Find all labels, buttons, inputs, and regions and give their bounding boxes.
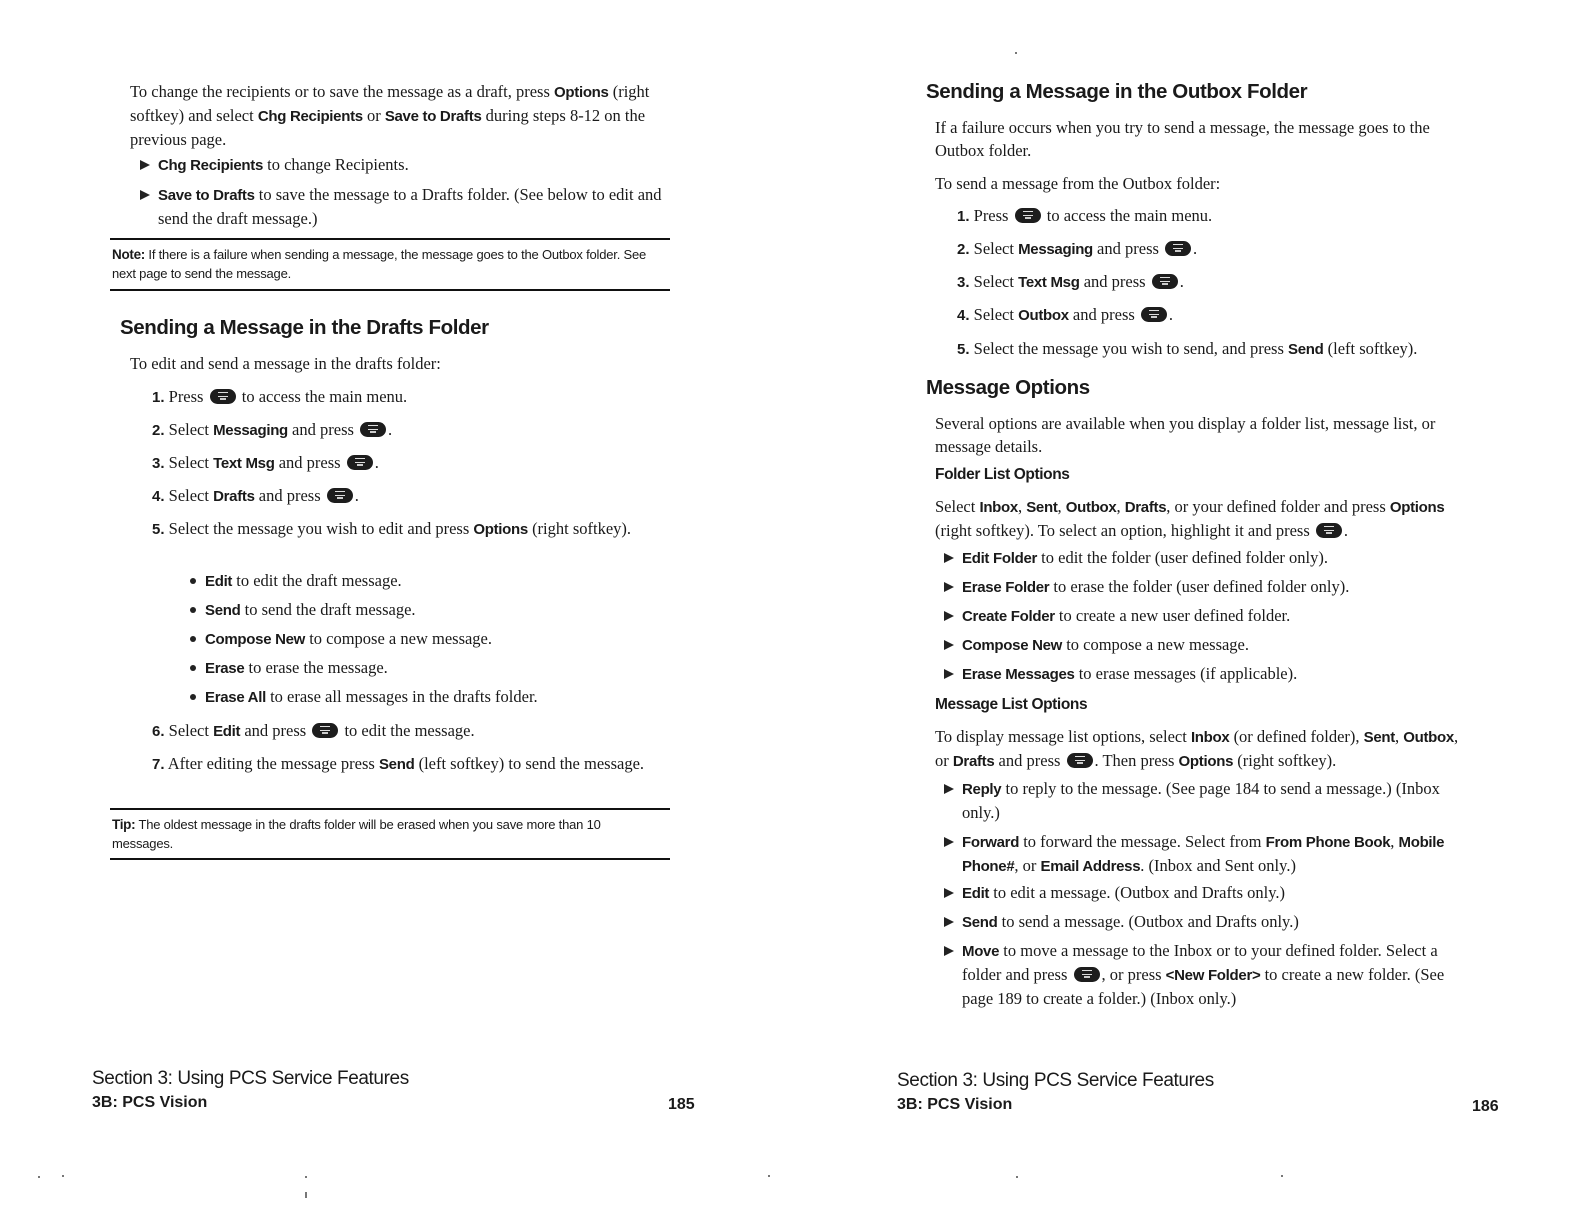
triangle-bullet-icon xyxy=(944,553,954,563)
step-text: . xyxy=(388,420,393,439)
note-box xyxy=(112,245,657,283)
triangle-bullet-icon xyxy=(944,582,954,592)
bullet-term: From Phone Book xyxy=(1265,834,1391,851)
triangle-bullet-icon xyxy=(944,837,954,847)
step-text: Select xyxy=(168,721,214,740)
note-top-rule xyxy=(110,238,670,240)
step-7 xyxy=(152,752,652,776)
para-text: , or your defined folder and press xyxy=(1166,497,1390,516)
lead-text: To send a message from the Outbox folder: xyxy=(935,174,1221,193)
save-to-drafts-term: Save to Drafts xyxy=(384,108,482,125)
outbox-term: Outbox xyxy=(1403,729,1454,746)
bullet-item xyxy=(962,881,1285,905)
section-heading: Sending a Message in the Drafts Folder xyxy=(120,316,489,339)
step-2 xyxy=(957,237,1197,261)
step-6 xyxy=(152,719,475,743)
intro-paragraph: If a failure occurs when you try to send a message, the message goes to the Outbox folder. xyxy=(935,118,1430,160)
bullet-item xyxy=(962,575,1349,599)
step-4 xyxy=(152,484,359,508)
step-number: 2. xyxy=(957,241,970,258)
step-term: Send xyxy=(1288,341,1324,358)
step-text: Press xyxy=(973,206,1013,225)
step-5 xyxy=(152,517,652,541)
menu-ok-key-icon xyxy=(1316,523,1342,538)
bullet-text: , or press xyxy=(1101,965,1166,984)
para-text: , xyxy=(1057,497,1066,516)
step-4 xyxy=(957,303,1173,327)
bullet-term: Reply xyxy=(962,781,1002,798)
sub-term: Send xyxy=(205,602,241,619)
step-1 xyxy=(957,204,1212,228)
step-text: (left softkey). xyxy=(1323,339,1418,358)
step-text: (right softkey). xyxy=(527,519,632,538)
step-text: (left softkey) to send the message. xyxy=(414,754,645,773)
dot-bullet-icon xyxy=(190,665,196,671)
bullet-item xyxy=(158,153,668,177)
sub-bullet-item xyxy=(205,598,416,622)
dot-bullet-icon xyxy=(190,578,196,584)
step-number: 7. xyxy=(152,756,165,773)
dot-bullet-icon xyxy=(190,636,196,642)
scan-speck xyxy=(1016,1176,1018,1178)
bullet-text: to erase messages (if applicable). xyxy=(1074,664,1298,683)
triangle-bullet-icon xyxy=(944,640,954,650)
step-text: Select xyxy=(973,305,1019,324)
triangle-bullet-icon xyxy=(944,611,954,621)
step-term: Drafts xyxy=(213,488,255,505)
triangle-bullet-icon xyxy=(944,784,954,794)
intro-text: during steps 8-12 on the previous page. xyxy=(130,106,646,149)
scan-speck xyxy=(768,1175,770,1177)
bullet-term: Create Folder xyxy=(962,608,1055,625)
bullet-item xyxy=(962,546,1328,570)
sub-term: Erase xyxy=(205,660,245,677)
step-text: to edit the message. xyxy=(340,721,475,740)
sub-text: to edit the draft message. xyxy=(232,571,402,590)
step-text: . xyxy=(1193,239,1198,258)
step-text: Select xyxy=(973,272,1019,291)
options-term: Options xyxy=(554,84,609,101)
step-term: Outbox xyxy=(1018,307,1069,324)
step-term: Text Msg xyxy=(213,455,275,472)
tip-text: The oldest message in the drafts folder will be erased when you save more than 10 messages. xyxy=(112,817,601,851)
step-number: 3. xyxy=(152,455,165,472)
triangle-bullet-icon xyxy=(140,190,150,200)
sub-bullet-item xyxy=(205,685,538,709)
bullet-item xyxy=(962,633,1249,657)
step-text: . xyxy=(354,486,359,505)
step-number: 6. xyxy=(152,723,165,740)
intro-text: (right softkey) and select xyxy=(130,82,650,125)
triangle-bullet-icon xyxy=(140,160,150,170)
bullet-term: Compose New xyxy=(962,637,1063,654)
options-term: Options xyxy=(1178,753,1234,770)
step-text: Select xyxy=(168,420,214,439)
folder-list-paragraph xyxy=(935,495,1480,542)
bullet-item xyxy=(962,939,1462,1010)
sub-text: to erase the message. xyxy=(244,658,388,677)
para-text: Select xyxy=(935,497,980,516)
step-text: Select xyxy=(168,486,214,505)
scan-speck xyxy=(305,1176,307,1178)
step-text: Select xyxy=(168,453,214,472)
menu-ok-key-icon xyxy=(1165,241,1191,256)
intro-paragraph xyxy=(130,80,670,151)
step-term: Edit xyxy=(213,723,241,740)
step-text: and press xyxy=(274,453,345,472)
step-number: 4. xyxy=(152,488,165,505)
note-bottom-rule xyxy=(110,289,670,291)
para-text: , xyxy=(1394,727,1404,746)
step-number: 4. xyxy=(957,307,970,324)
step-term: Send xyxy=(378,756,415,773)
menu-ok-key-icon xyxy=(1015,208,1041,223)
bullet-item xyxy=(158,183,673,230)
options-term: Options xyxy=(1389,499,1445,516)
para-text: , xyxy=(1017,497,1027,516)
step-text: Select the message you wish to send, and press xyxy=(973,339,1288,358)
sub-bullet-item xyxy=(205,627,492,651)
bullet-term: Erase Folder xyxy=(962,579,1050,596)
step-3 xyxy=(957,270,1184,294)
chg-recipients-term: Chg Recipients xyxy=(257,108,363,125)
subheading: Folder List Options xyxy=(935,466,1070,483)
bullet-text: to send a message. (Outbox and Drafts only.) xyxy=(997,912,1299,931)
step-text: to access the main menu. xyxy=(237,387,408,406)
step-term: Messaging xyxy=(213,422,288,439)
page-number: 186 xyxy=(1472,1098,1499,1115)
para-text: . Then press xyxy=(1094,751,1179,770)
sub-bullet-item xyxy=(205,656,388,680)
step-text: and press xyxy=(240,721,311,740)
step-1 xyxy=(152,385,407,409)
step-text: and press xyxy=(287,420,359,439)
bullet-text: to create a new user defined folder. xyxy=(1054,606,1291,625)
para-text: , or xyxy=(935,727,1459,770)
bullet-term: Forward xyxy=(962,834,1020,851)
step-text: and press xyxy=(1092,239,1164,258)
step-number: 2. xyxy=(152,422,165,439)
footer-section: Section 3: Using PCS Service Features xyxy=(92,1068,409,1089)
footer-subsection: 3B: PCS Vision xyxy=(92,1094,208,1111)
bullet-text: . (Inbox and Sent only.) xyxy=(1140,856,1296,875)
menu-ok-key-icon xyxy=(347,455,373,470)
tip-bottom-rule xyxy=(110,858,670,860)
section-heading: Message Options xyxy=(926,376,1090,399)
sub-term: Edit xyxy=(205,573,233,590)
intro-text: or xyxy=(362,106,385,125)
bullet-text: to move a message to the Inbox or to your defined folder. Select a folder and press xyxy=(962,941,1438,984)
bullet-text: to compose a new message. xyxy=(1062,635,1250,654)
sub-term: Compose New xyxy=(205,631,306,648)
tip-top-rule xyxy=(110,808,670,810)
bullet-item xyxy=(962,910,1299,934)
step-number: 5. xyxy=(957,341,970,358)
bullet-item xyxy=(962,604,1290,628)
bullet-term: Edit Folder xyxy=(962,550,1038,567)
scan-speck xyxy=(305,1192,307,1198)
scan-speck xyxy=(62,1175,64,1177)
step-term: Messaging xyxy=(1018,241,1093,258)
drafts-term: Drafts xyxy=(952,753,995,770)
bullet-text: to edit a message. (Outbox and Drafts only.) xyxy=(989,883,1285,902)
triangle-bullet-icon xyxy=(944,946,954,956)
inbox-term: Inbox xyxy=(979,499,1018,516)
bullet-term: Move xyxy=(962,943,1000,960)
menu-ok-key-icon xyxy=(1152,274,1178,289)
bullet-term: Edit xyxy=(962,885,990,902)
menu-ok-key-icon xyxy=(1074,967,1100,982)
step-text: Select xyxy=(973,239,1019,258)
sub-text: to erase all messages in the drafts folder. xyxy=(265,687,538,706)
sub-bullet-item xyxy=(205,569,402,593)
sub-term: Erase All xyxy=(205,689,266,706)
para-text: (or defined folder), xyxy=(1229,727,1364,746)
para-text: (right softkey). To select an option, highlight it and press xyxy=(935,521,1314,540)
page-number: 185 xyxy=(668,1096,695,1113)
section-heading: Sending a Message in the Outbox Folder xyxy=(926,80,1308,103)
menu-ok-key-icon xyxy=(312,723,338,738)
bullet-text: , or xyxy=(1014,856,1041,875)
step-text: and press xyxy=(254,486,325,505)
step-text: and press xyxy=(1068,305,1139,324)
step-term: Options xyxy=(473,521,528,538)
triangle-bullet-icon xyxy=(944,888,954,898)
inbox-term: Inbox xyxy=(1190,729,1230,746)
step-number: 3. xyxy=(957,274,970,291)
bullet-text: , xyxy=(1390,832,1399,851)
step-text: . xyxy=(1168,305,1174,324)
bullet-text: to create a new folder. (See page 189 to create a folder.) (Inbox only.) xyxy=(962,965,1445,1008)
subheading: Message List Options xyxy=(935,696,1088,713)
bullet-term: Save to Drafts xyxy=(158,187,255,204)
note-label: Note: xyxy=(112,247,145,262)
step-text: Press xyxy=(168,387,208,406)
dot-bullet-icon xyxy=(190,694,196,700)
step-2 xyxy=(152,418,392,442)
sub-text: to compose a new message. xyxy=(305,629,493,648)
intro-text: To change the recipients or to save the message as a draft, press xyxy=(130,82,555,101)
bullet-item xyxy=(962,662,1297,686)
para-text: To display message list options, select xyxy=(935,727,1191,746)
step-3 xyxy=(152,451,379,475)
step-5 xyxy=(957,337,1417,361)
sub-text: to send the draft message. xyxy=(240,600,416,619)
scan-speck xyxy=(38,1176,40,1178)
scan-speck xyxy=(1015,52,1017,54)
step-text: Select the message you wish to edit and press xyxy=(168,519,474,538)
sent-term: Sent xyxy=(1363,729,1395,746)
bullet-term: <New Folder> xyxy=(1165,967,1261,984)
para-text: (right softkey). xyxy=(1233,751,1337,770)
drafts-term: Drafts xyxy=(1124,499,1167,516)
step-number: 1. xyxy=(152,389,165,406)
bullet-text: to erase the folder (user defined folder only). xyxy=(1049,577,1350,596)
bullet-text: to reply to the message. (See page 184 to send a message.) (Inbox only.) xyxy=(962,779,1440,822)
bullet-term: Mobile Phone# xyxy=(962,834,1445,875)
menu-ok-key-icon xyxy=(1067,753,1093,768)
bullet-term: Send xyxy=(962,914,998,931)
bullet-text: to edit the folder (user defined folder only). xyxy=(1037,548,1328,567)
tip-label: Tip: xyxy=(112,817,136,832)
outbox-term: Outbox xyxy=(1065,499,1117,516)
bullet-text: to save the message to a Drafts folder. (See below to edit and send the draft message.) xyxy=(158,185,662,228)
step-term: Text Msg xyxy=(1018,274,1080,291)
scan-speck xyxy=(1281,1175,1283,1177)
bullet-text: to forward the message. Select from xyxy=(1019,832,1266,851)
footer-section: Section 3: Using PCS Service Features xyxy=(897,1070,1214,1091)
message-list-paragraph xyxy=(935,725,1475,773)
menu-ok-key-icon xyxy=(210,389,236,404)
bullet-term: Email Address xyxy=(1040,858,1141,875)
step-text: and press xyxy=(1079,272,1150,291)
para-text: and press xyxy=(994,751,1065,770)
triangle-bullet-icon xyxy=(944,669,954,679)
step-text: to access the main menu. xyxy=(1042,206,1213,225)
step-text: . xyxy=(1179,272,1184,291)
menu-ok-key-icon xyxy=(360,422,386,437)
menu-ok-key-icon xyxy=(327,488,353,503)
dot-bullet-icon xyxy=(190,607,196,613)
step-text: . xyxy=(374,453,379,472)
footer-subsection: 3B: PCS Vision xyxy=(897,1096,1013,1113)
bullet-text: to change Recipients. xyxy=(262,155,409,174)
note-text: If there is a failure when sending a message, the message goes to the Outbox folder. See next page to send the message. xyxy=(112,247,647,281)
step-number: 5. xyxy=(152,521,165,538)
options-paragraph: Several options are available when you display a folder list, message list, or message details. xyxy=(935,414,1436,456)
bullet-item xyxy=(962,830,1462,878)
lead-text: To edit and send a message in the drafts folder: xyxy=(130,354,441,373)
para-text: . xyxy=(1343,521,1349,540)
tip-box xyxy=(112,815,660,853)
menu-ok-key-icon xyxy=(1141,307,1167,322)
bullet-term: Erase Messages xyxy=(962,666,1075,683)
para-text: , xyxy=(1116,497,1125,516)
sent-term: Sent xyxy=(1026,499,1058,516)
bullet-term: Chg Recipients xyxy=(158,157,263,174)
step-text: After editing the message press xyxy=(167,754,379,773)
step-number: 1. xyxy=(957,208,970,225)
triangle-bullet-icon xyxy=(944,917,954,927)
bullet-item xyxy=(962,777,1462,824)
right-page xyxy=(792,0,1584,1224)
